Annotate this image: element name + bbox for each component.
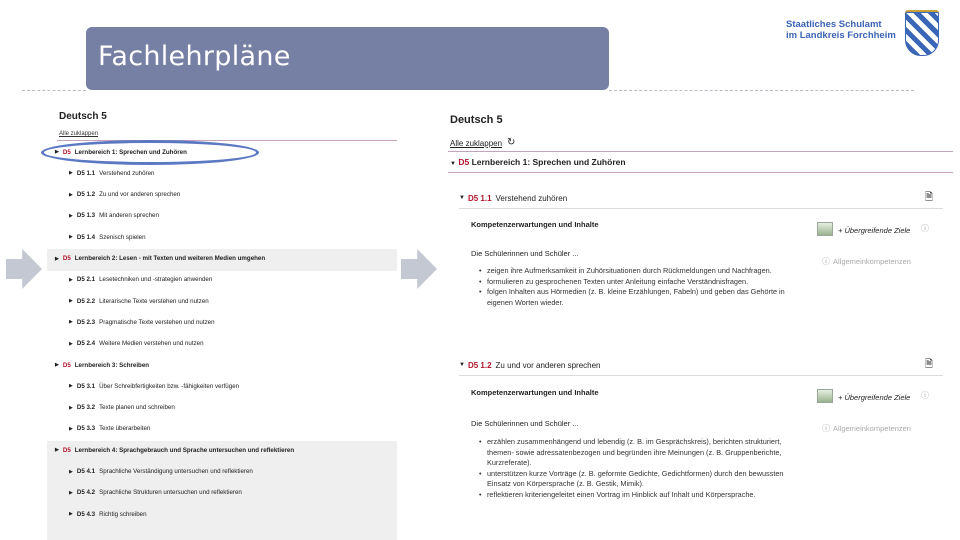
- row-label: Lesetechniken und -strategien anwenden: [99, 276, 213, 284]
- expand-triangle-icon[interactable]: ▶: [55, 362, 59, 368]
- subsection-row[interactable]: [69, 270, 397, 290]
- expand-triangle-icon[interactable]: ▶: [69, 212, 73, 219]
- header-divider-left: [22, 90, 86, 91]
- expand-triangle-icon[interactable]: ▶: [55, 447, 59, 454]
- expand-triangle-icon[interactable]: ▶: [69, 298, 73, 305]
- collapse-arrows-icon[interactable]: ↻: [507, 137, 516, 148]
- expand-triangle-icon[interactable]: ▶: [69, 191, 73, 198]
- section-divider: [459, 375, 943, 376]
- cross-goals-link[interactable]: + Übergreifende Ziele: [838, 393, 911, 402]
- competence-heading: Kompetenzerwartungen und Inhalte: [471, 388, 599, 397]
- row-label: Pragmatische Texte verstehen und nutzen: [99, 318, 215, 326]
- row-label: Lernbereich 2: Lesen - mit Texten und weiteren Medien umgehen: [74, 255, 266, 262]
- section-code: D5 1.1: [467, 193, 492, 203]
- list-item: • reflektieren kriteriengeleitet einen Vortrag im Hinblick auf Inhalt und Körpersprache.: [479, 490, 809, 501]
- list-item: • unterstützen kurze Vorträge (z. B. geformte Gedichte, Gedichtformen) durch den bewussten Einsatz von Körpersprache (z. B. Gestik, Mimik).: [479, 469, 809, 490]
- area-code: D5: [458, 157, 470, 167]
- row-code: D5: [62, 446, 71, 454]
- brand-line-2: im Landkreis Forchheim: [786, 30, 896, 41]
- row-label: Sprachliche Verständigung untersuchen und reflektieren: [99, 468, 253, 475]
- list-item: • folgen Inhalten aus Hörmedien (z. B. kleine Erzählungen, Fabeln) und geben das Gehörte in eigenen Worten wieder.: [479, 287, 809, 308]
- expand-triangle-icon[interactable]: ▶: [55, 149, 59, 155]
- subsection-row[interactable]: [69, 334, 397, 354]
- expand-triangle-icon[interactable]: ▶: [69, 234, 73, 241]
- right-doc-title: Deutsch 5: [450, 114, 503, 126]
- school-office-brand: [786, 19, 896, 41]
- subsection-row[interactable]: [69, 206, 397, 226]
- info-icon[interactable]: ⓘ: [822, 257, 830, 266]
- subsection-row[interactable]: [69, 483, 397, 503]
- learning-area-row[interactable]: [55, 355, 397, 375]
- expand-triangle-icon[interactable]: ▶: [69, 404, 73, 411]
- expand-triangle-icon[interactable]: ▼: [459, 195, 465, 201]
- subsection-row[interactable]: [69, 504, 397, 524]
- competence-list: [479, 437, 809, 501]
- competence-heading: Kompetenzerwartungen und Inhalte: [471, 220, 599, 229]
- cross-goals-link[interactable]: + Übergreifende Ziele: [838, 226, 911, 235]
- competence-list: [479, 266, 809, 308]
- row-code: D5 1.4: [76, 233, 96, 241]
- section-header[interactable]: [459, 190, 943, 206]
- expand-triangle-icon[interactable]: ▶: [69, 511, 73, 518]
- subsection-row[interactable]: [69, 312, 397, 332]
- row-label: Lernbereich 1: Sprechen und Zuhören: [74, 148, 187, 156]
- list-item: • erzählen zusammenhängend und lebendig (z. B. im Gesprächskreis), berichten strukturiert, themen- sowie adressatenbezogen und begründen ihre Meinungen (z. B. Gruppenberichte, Kurzreferate).: [479, 437, 809, 469]
- expand-triangle-icon[interactable]: ▼: [450, 161, 456, 167]
- list-item: • formulieren zu gesprochenen Texten unter Anleitung einfache Verständnisfragen.: [479, 277, 809, 288]
- row-code: D5 2.2: [76, 297, 96, 305]
- right-collapse-all-link[interactable]: Alle zuklappen: [450, 139, 503, 148]
- row-label: Lernbereich 3: Schreiben: [74, 361, 150, 369]
- row-code: D5 4.1: [76, 468, 96, 475]
- bavarian-coat-of-arms-icon: [905, 12, 939, 56]
- subsection-row[interactable]: [69, 291, 397, 311]
- row-label: Szenisch spielen: [99, 233, 146, 241]
- section-code: D5 1.2: [467, 360, 492, 370]
- row-code: D5 2.4: [76, 340, 96, 348]
- image-thumbnail-icon[interactable]: [817, 389, 833, 403]
- row-code: D5 4.2: [76, 489, 96, 497]
- expand-triangle-icon[interactable]: ▶: [69, 340, 73, 347]
- left-collapse-all-link[interactable]: Alle zuklappen: [59, 131, 99, 137]
- info-icon[interactable]: ⓘ: [921, 224, 929, 233]
- document-icon[interactable]: 🗎: [925, 192, 934, 203]
- section-header[interactable]: [459, 357, 943, 373]
- info-icon[interactable]: ⓘ: [921, 391, 929, 400]
- learning-area-row[interactable]: [55, 440, 397, 460]
- curriculum-detail-panel: [441, 104, 960, 526]
- row-label: Lernbereich 4: Sprachgebrauch und Sprache untersuchen und reflektieren: [74, 446, 295, 454]
- subsection-row[interactable]: [69, 376, 397, 396]
- chevron-right-arrow-icon: [401, 249, 437, 289]
- subsection-row[interactable]: [69, 185, 397, 205]
- intro-text: Die Schülerinnen und Schüler ...: [471, 249, 579, 258]
- general-competence-link[interactable]: Allgemeinkompetenzen: [833, 424, 911, 433]
- section-label: Zu und vor anderen sprechen: [495, 360, 601, 370]
- subsection-row[interactable]: [69, 419, 397, 439]
- row-label: Richtig schreiben: [99, 510, 147, 518]
- row-code: D5 3.1: [76, 382, 96, 390]
- row-code: D5 1.2: [76, 191, 96, 199]
- row-code: D5: [62, 361, 71, 369]
- expand-triangle-icon[interactable]: ▶: [55, 255, 59, 262]
- list-item: • zeigen ihre Aufmerksamkeit in Zuhörsituationen durch Rückmeldungen und Nachfragen.: [479, 266, 809, 277]
- right-title-rule: [448, 151, 953, 152]
- header-divider-right: [609, 90, 914, 91]
- chevron-right-arrow-icon: [6, 249, 42, 289]
- row-code: D5 2.1: [76, 276, 96, 284]
- info-icon[interactable]: ⓘ: [822, 424, 830, 433]
- highlight-oval: [41, 140, 259, 165]
- area-label: Lernbereich 1: Sprechen und Zuhören: [471, 157, 626, 167]
- slide-title-box: [86, 27, 609, 90]
- row-label: Weitere Medien verstehen und nutzen: [99, 340, 204, 348]
- row-code: D5 3.2: [76, 404, 96, 412]
- row-label: Texte überarbeiten: [99, 425, 151, 433]
- row-label: Verstehend zuhören: [99, 169, 155, 177]
- curriculum-overview-panel: [47, 104, 397, 540]
- row-code: D5 3.3: [76, 425, 96, 433]
- section-label: Verstehend zuhören: [495, 193, 568, 203]
- section-divider: [459, 208, 943, 209]
- expand-triangle-icon[interactable]: ▶: [69, 468, 73, 475]
- row-label: Texte planen und schreiben: [99, 404, 175, 412]
- brand-line-1: Staatliches Schulamt: [786, 19, 882, 30]
- row-label: Literarische Texte verstehen und nutzen: [99, 297, 209, 305]
- row-label: Mit anderen sprechen: [99, 212, 159, 220]
- learning-area-row[interactable]: [55, 249, 397, 269]
- expand-triangle-icon[interactable]: ▼: [459, 362, 465, 368]
- subsection-row[interactable]: [69, 462, 397, 482]
- general-competence-link[interactable]: Allgemeinkompetenzen: [833, 257, 911, 266]
- image-thumbnail-icon[interactable]: [817, 222, 833, 236]
- subsection-row[interactable]: [69, 398, 397, 418]
- expand-triangle-icon[interactable]: ▶: [69, 170, 73, 177]
- row-code: D5 1.1: [76, 169, 96, 177]
- row-code: D5: [62, 255, 71, 262]
- left-doc-title: Deutsch 5: [59, 111, 107, 122]
- area-rule: [448, 172, 953, 173]
- row-label: Über Schreibfertigkeiten bzw. -fähigkeiten verfügen: [99, 382, 240, 390]
- expand-triangle-icon[interactable]: ▶: [69, 425, 73, 432]
- expand-triangle-icon[interactable]: ▶: [69, 489, 73, 496]
- area-heading[interactable]: [450, 157, 626, 167]
- row-label: Sprachliche Strukturen untersuchen und reflektieren: [99, 489, 242, 497]
- expand-triangle-icon[interactable]: ▶: [69, 319, 73, 326]
- intro-text: Die Schülerinnen und Schüler ...: [471, 419, 579, 428]
- expand-triangle-icon[interactable]: ▶: [69, 383, 73, 390]
- row-code: D5 4.3: [76, 510, 96, 518]
- row-code: D5 1.3: [76, 212, 96, 220]
- row-label: Zu und vor anderen sprechen: [99, 191, 181, 199]
- subsection-row[interactable]: [69, 163, 397, 183]
- row-code: D5 2.3: [76, 318, 96, 326]
- subsection-row[interactable]: [69, 227, 397, 247]
- row-code: D5: [62, 148, 71, 156]
- expand-triangle-icon[interactable]: ▶: [69, 276, 73, 283]
- document-icon[interactable]: 🗎: [925, 359, 934, 370]
- slide-title: Fachlehrpläne: [98, 41, 291, 72]
